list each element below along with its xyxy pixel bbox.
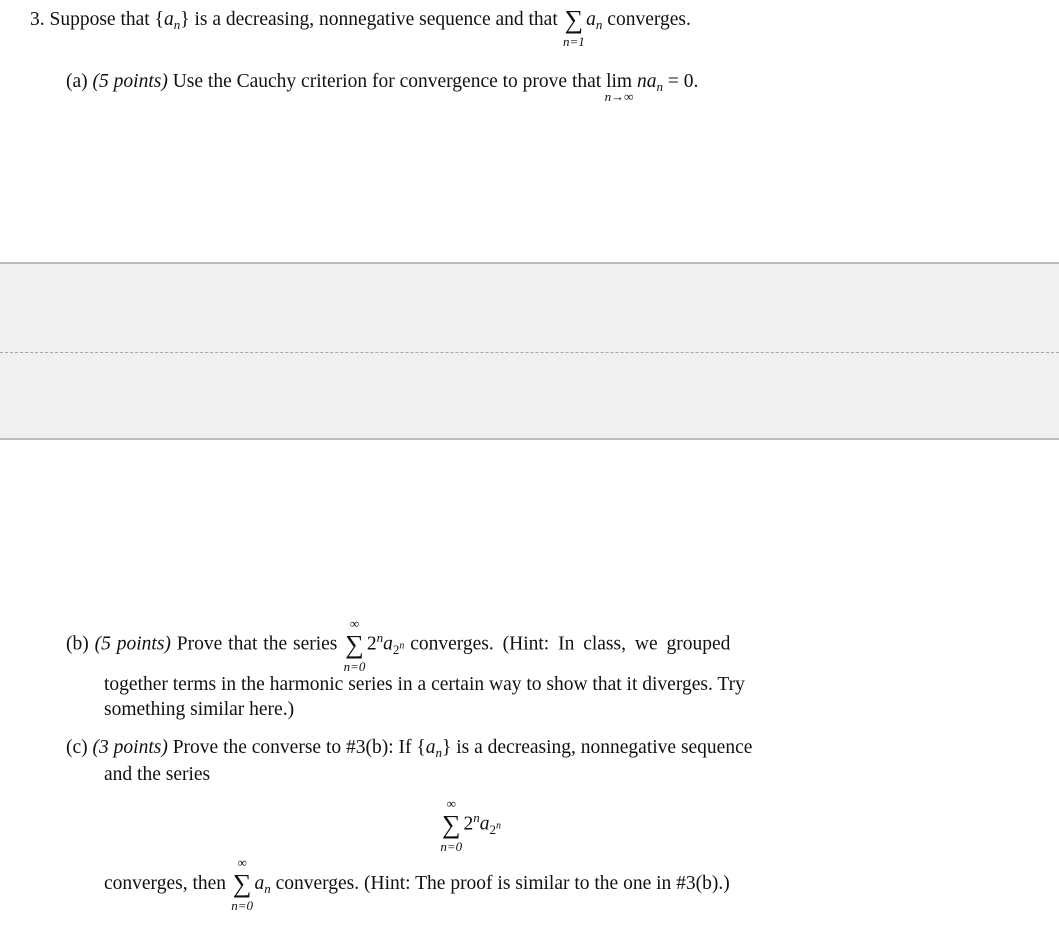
points: (5 points): [92, 71, 168, 92]
problem-number: 3.: [30, 9, 45, 30]
divider: [0, 352, 1059, 353]
lim-lower: n→∞: [604, 89, 634, 104]
var: n: [264, 881, 271, 896]
points: (3 points): [92, 737, 168, 758]
text: something similar here.): [104, 699, 295, 720]
text: converges. (Hint: The proof is similar to the one in #3(b).): [275, 873, 730, 894]
var: n: [496, 820, 502, 832]
part-label: (b): [66, 633, 89, 655]
var: a: [254, 873, 265, 894]
sum-lower: n=0: [343, 658, 366, 674]
var: n: [656, 79, 663, 94]
text: together terms in the harmonic series in a certain way to show that it diverges. Try: [104, 674, 745, 695]
var: n: [595, 17, 603, 32]
var: n: [399, 640, 405, 652]
var: a: [383, 633, 393, 655]
text: Suppose that {: [49, 9, 164, 30]
summation: ∑ ∞ n=0: [343, 615, 366, 674]
text: = 0.: [667, 71, 699, 92]
summation: ∑ ∞ n=0: [440, 795, 463, 854]
display-equation: ∑ ∞ n=0 $2^na_{2^n}$: [440, 795, 502, 854]
text: and the series: [104, 764, 211, 785]
var: n: [473, 810, 480, 825]
var: a: [586, 9, 596, 30]
part-label: (c): [66, 737, 88, 758]
sum-upper: ∞: [237, 855, 247, 870]
sum-upper: ∞: [446, 795, 456, 811]
var: n: [376, 630, 384, 645]
problem-statement: [30, 5, 691, 49]
text: converges.: [607, 9, 691, 30]
var: n: [636, 71, 647, 92]
text: converges. (Hint: In class, we grouped: [410, 633, 731, 655]
var: n: [173, 17, 181, 32]
answer-area[interactable]: [0, 262, 1059, 440]
text: Use the Cauchy criterion for convergence to prove that: [172, 71, 602, 92]
points: (5 points): [94, 633, 171, 655]
sum-lower: n=0: [440, 838, 463, 854]
sum-upper: ∞: [349, 615, 360, 631]
lim: lim: [606, 71, 633, 92]
part-c: [66, 736, 752, 765]
var: a: [479, 813, 490, 835]
text: } is a decreasing, nonnegative sequence: [442, 737, 753, 758]
sum-lower: n=1: [563, 34, 585, 49]
var: a: [163, 9, 174, 30]
text: converges, then: [104, 873, 227, 894]
part-a: [66, 70, 699, 104]
part-label: (a): [66, 71, 88, 92]
var: a: [425, 737, 436, 758]
limit: [604, 70, 634, 104]
sum-lower: n=0: [231, 898, 254, 913]
text: Prove that the series: [176, 633, 338, 655]
part-b: (b) (5 points) Prove that the series ∑ ∞ n=0 $2^na_{2^n}$ converges. (Hint: In class, we grouped: [66, 615, 731, 674]
text: Prove the converse to #3(b): If {: [172, 737, 426, 758]
var: a: [646, 71, 657, 92]
var: n: [435, 745, 442, 760]
text: } is a decreasing, nonnegative sequence and that: [180, 9, 558, 30]
summation: ∑ n=1: [563, 5, 585, 49]
part-c-conclusion: [104, 855, 730, 913]
summation: ∑ ∞ n=0: [231, 855, 254, 913]
